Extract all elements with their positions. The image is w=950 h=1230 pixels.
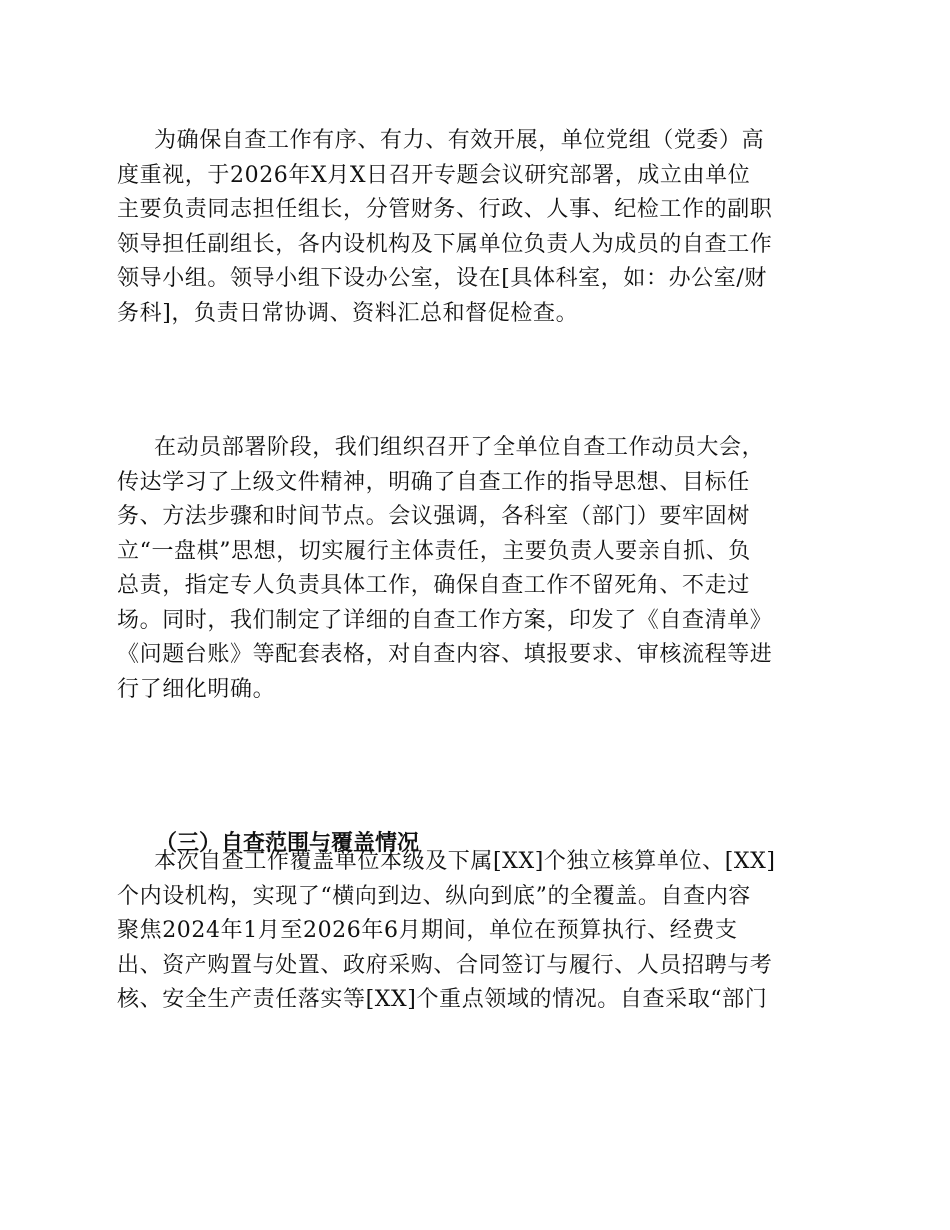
paragraph-line: 务、方法步骤和时间节点。会议强调，各科室（部门）要牢固树: [117, 504, 750, 529]
paragraph-line: 立“一盘棋”思想，切实履行主体责任，主要负责人要亲自抓、负: [117, 538, 751, 564]
paragraph-leading-group: [117, 124, 837, 331]
paragraph-line: 《问题台账》等配套表格，对自查内容、填报要求、审核流程等进: [117, 642, 773, 667]
paragraph-line: 聚焦2024年1月至2026年6月期间，单位在预算执行、经费支: [117, 918, 738, 943]
paragraph-line: 传达学习了上级文件精神，明确了自查工作的指导思想、目标任: [117, 469, 750, 495]
paragraph-line: 核、安全生产责任落实等[XX]个重点领域的情况。自查采取“部门: [117, 987, 768, 1012]
paragraph-line: 本次自查工作覆盖单位本级及下属[XX]个独立核算单位、[XX]: [154, 849, 776, 874]
paragraph-line: 主要负责同志担任组长，分管财务、行政、人事、纪检工作的副职: [117, 197, 773, 222]
paragraph-line: 领导小组。领导小组下设办公室，设在[具体科室，如：办公室/财: [117, 266, 767, 291]
paragraph-line: 度重视，于2026年X月X日召开专题会议研究部署，成立由单位: [117, 162, 751, 188]
paragraph-line: 个内设机构，实现了“横向到边、纵向到底”的全覆盖。自查内容: [117, 883, 751, 909]
paragraph-scope: [117, 845, 837, 1018]
paragraph-mobilization: [117, 431, 837, 707]
paragraph-line: 领导担任副组长，各内设机构及下属单位负责人为成员的自查工作: [117, 231, 773, 257]
paragraph-line: 行了细化明确。: [117, 676, 276, 702]
section-heading: （三）自查范围与覆盖情况: [155, 830, 420, 856]
paragraph-line: 在动员部署阶段，我们组织召开了全单位自查工作动员大会，: [154, 435, 765, 460]
paragraph-line: 务科]，负责日常协调、资料汇总和督促检查。: [117, 300, 579, 326]
paragraph-line: 为确保自查工作有序、有力、有效开展，单位党组（党委）高: [154, 128, 765, 153]
paragraph-line: 场。同时，我们制定了详细的自查工作方案，印发了《自查清单》: [117, 607, 773, 633]
paragraph-line: 总责，指定专人负责具体工作，确保自查工作不留死角、不走过: [117, 573, 750, 598]
paragraph-line: 出、资产购置与处置、政府采购、合同签订与履行、人员招聘与考: [117, 952, 773, 978]
